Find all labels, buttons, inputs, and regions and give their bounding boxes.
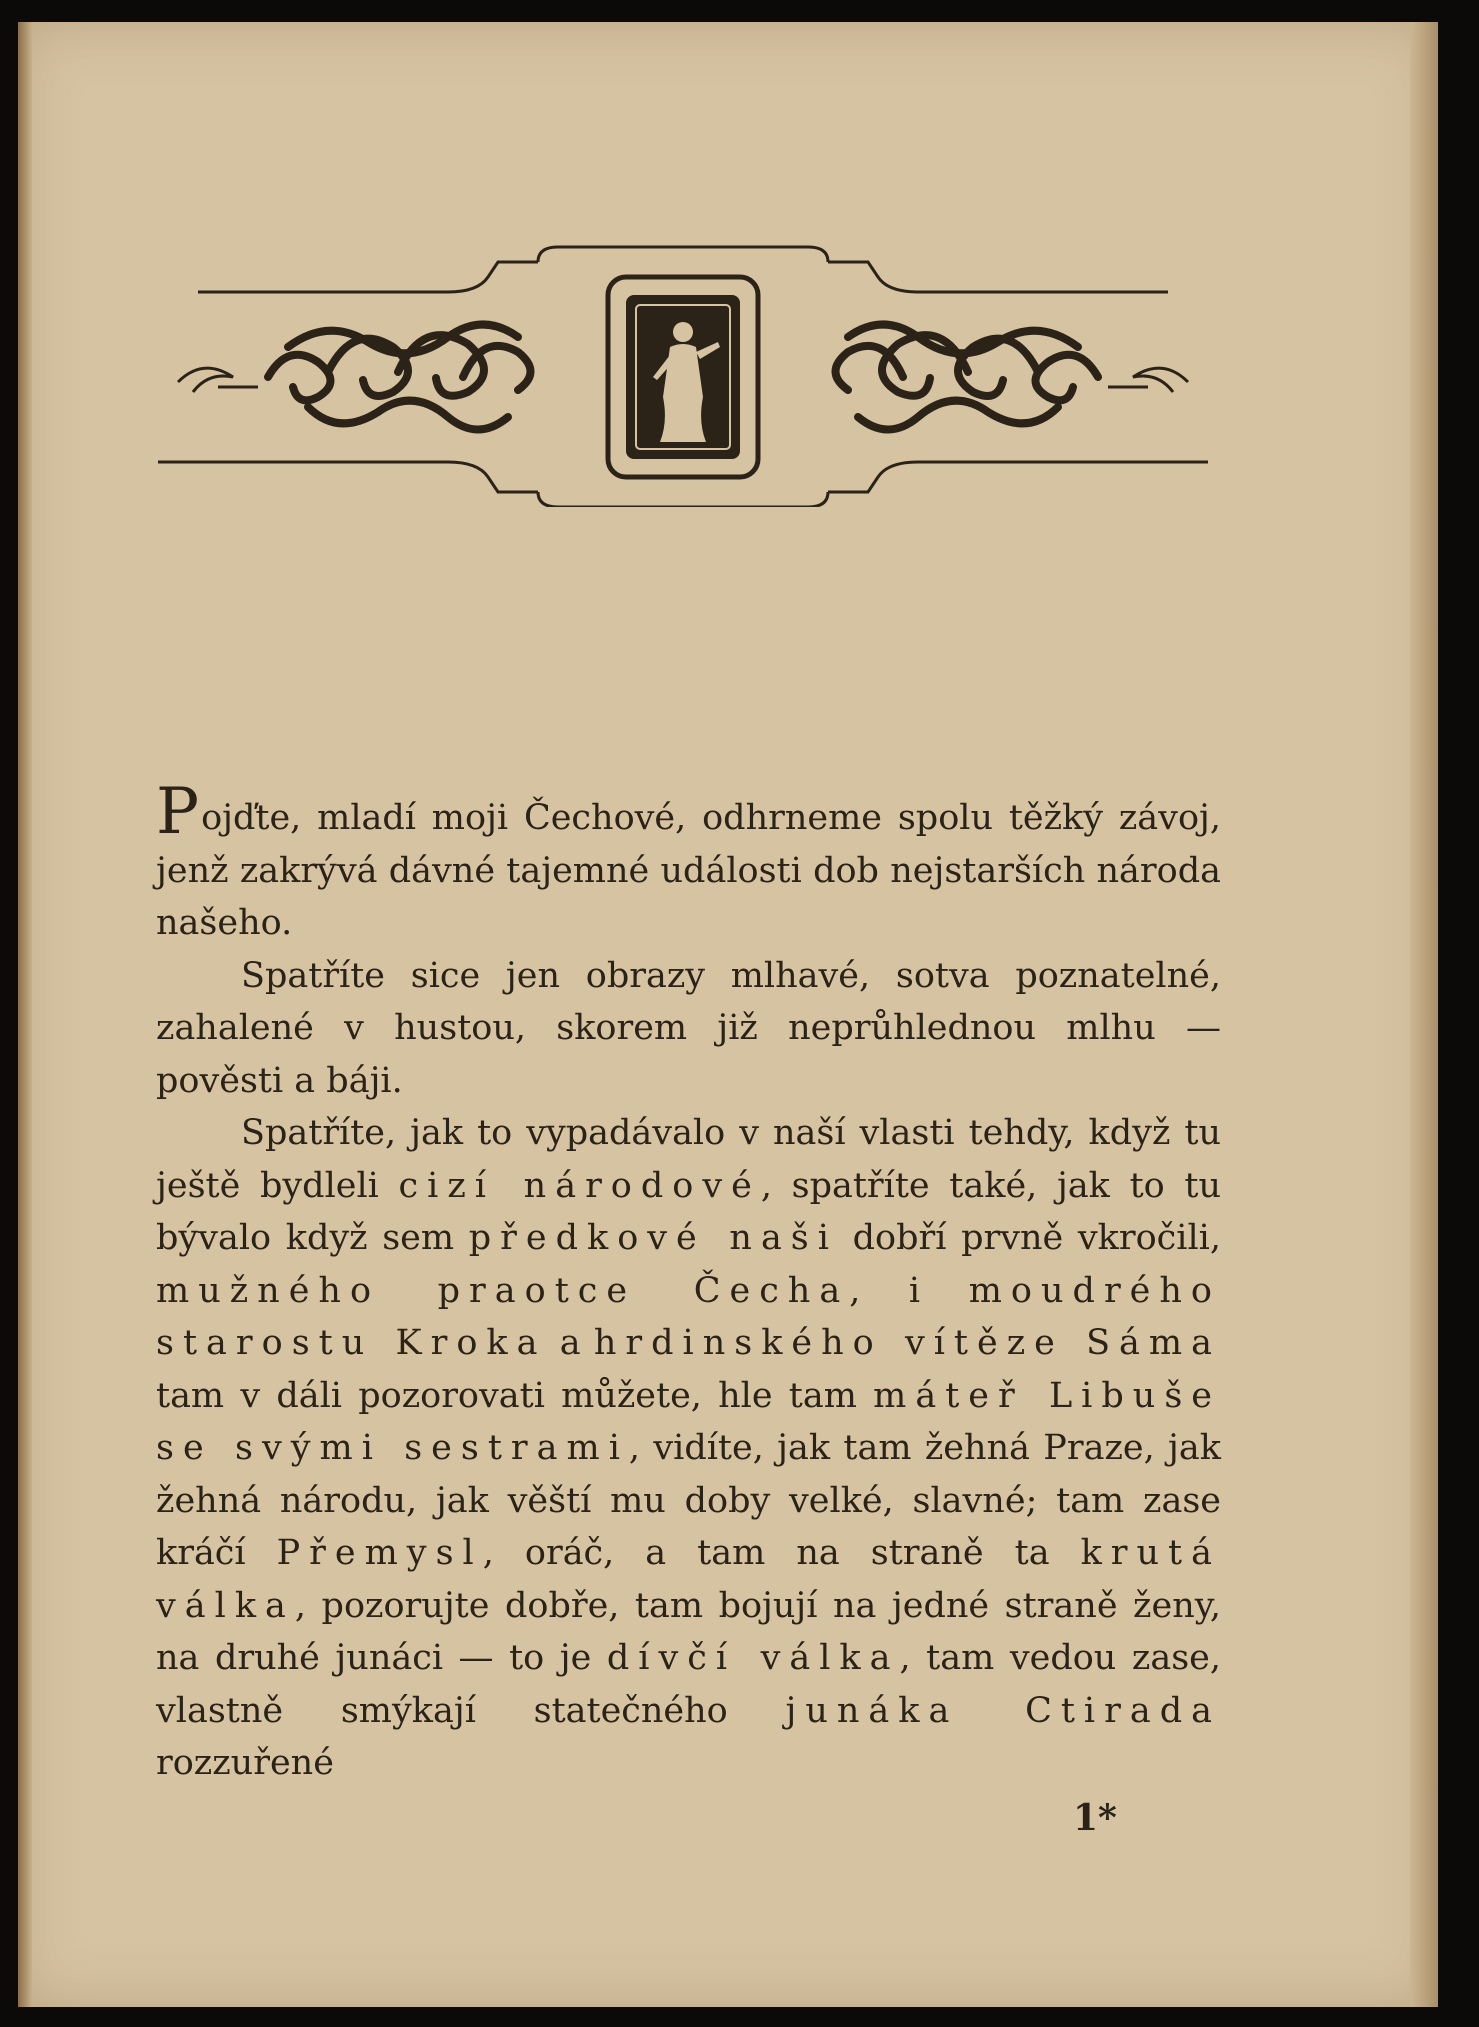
emphasized-text: mužného praotce Čecha	[156, 1270, 850, 1311]
page-edge	[1410, 22, 1438, 2007]
text-run: Spatříte sice jen obrazy mlhavé, sotva poznatelné, zahalené v hustou, skorem již neprůhlednou mlhu — pověsti a báji.	[156, 955, 1221, 1101]
paragraph	[156, 950, 1221, 1108]
headpiece-ornament-icon	[158, 237, 1208, 507]
text-run: , i	[849, 1270, 969, 1311]
text-run: , spatříte také, jak to tu bývalo když sem	[156, 1165, 1221, 1258]
paragraph	[156, 1107, 1221, 1790]
text-run: , oráč, a tam na straně ta	[482, 1533, 1081, 1573]
text-run: , pozorujte dobře, tam bojují na jedné straně ženy, na druhé junáci — to je	[156, 1585, 1221, 1678]
emphasized-text: dívčí válka	[606, 1638, 900, 1678]
emphasized-text: krutá válka	[156, 1533, 1221, 1626]
emphasized-text: Přemysl	[276, 1533, 483, 1573]
book-page	[18, 22, 1438, 2007]
paragraph	[156, 775, 1221, 950]
emphasized-text: cizí národové	[398, 1165, 761, 1206]
emphasized-text: moudrého starostu Kroka	[156, 1270, 1221, 1363]
body-text	[156, 775, 1221, 1790]
page-number: 1*	[1073, 1797, 1117, 1839]
text-run: dobří prvně vkročili,	[837, 1218, 1221, 1258]
emphasized-text: máteř Libuše se svými sestrami	[156, 1375, 1221, 1468]
text-run: rozzuřené	[156, 1743, 334, 1783]
text-run: tam v dáli pozorovati můžete, hle tam	[156, 1375, 874, 1416]
emphasized-text: hrdinského vítěze Sáma	[593, 1323, 1221, 1363]
drop-cap: P	[156, 775, 200, 849]
emphasized-text: předkové naši	[468, 1218, 838, 1258]
text-run: a	[546, 1323, 594, 1363]
text-run: ojďte, mladí moji Čechové, odhrneme spolu těžký závoj, jenž zakrývá dávné tajemné události dob nejstarších národa našeho.	[156, 798, 1221, 943]
text-run: , vidíte, jak tam žehná Praze, jak žehná národu, jak věští mu doby velké, slavné; tam zase kráčí	[156, 1428, 1221, 1573]
emphasized-text: junáka Ctirada	[785, 1690, 1221, 1731]
page-spine-shadow	[18, 22, 32, 2007]
text-run: , tam vedou zase, vlastně smýkají statečného	[156, 1638, 1221, 1731]
text-run: Spatříte, jak to vypadávalo v naší vlasti tehdy, když tu ještě bydleli	[156, 1113, 1221, 1206]
